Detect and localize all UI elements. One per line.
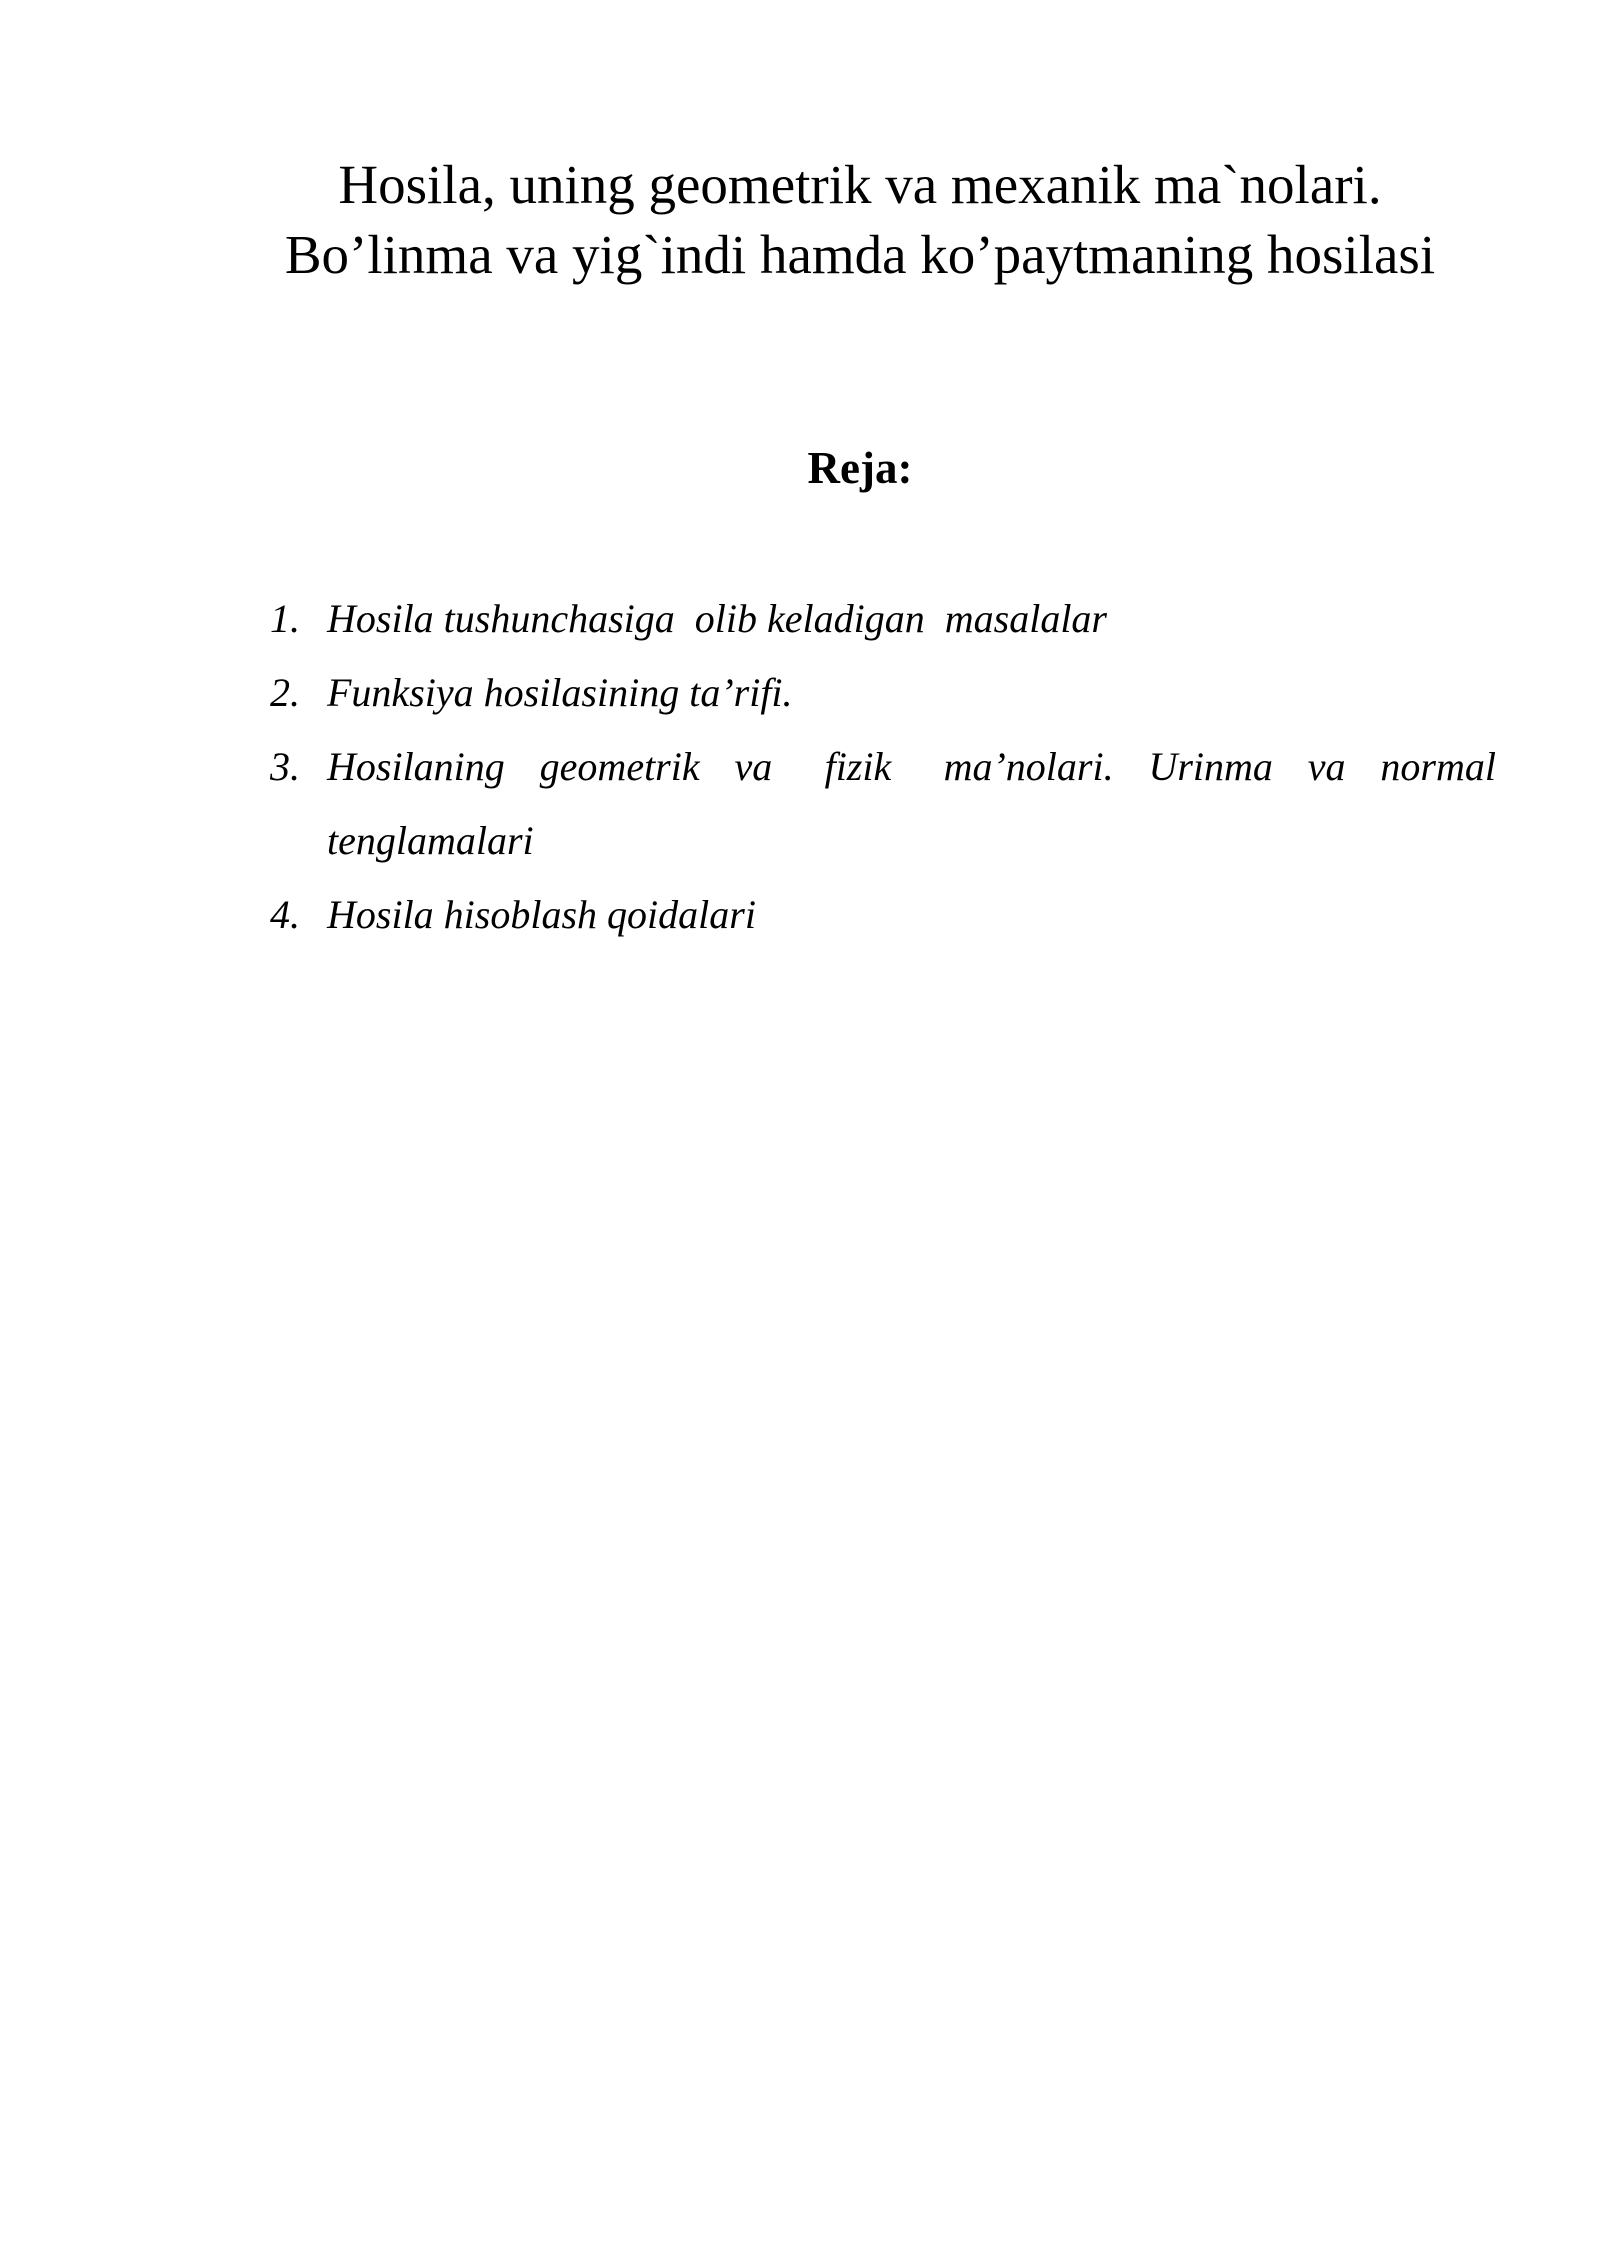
plan-item-text: Hosila hisoblash qoidalari: [327, 892, 756, 937]
plan-item-1: [270, 582, 1496, 656]
plan-heading: Reja:: [807, 443, 913, 493]
plan-item-text: Funksiya hosilasining ta’rifi.: [327, 670, 793, 715]
plan-list: [270, 582, 1506, 952]
plan-item-number: 3.: [270, 744, 300, 789]
plan-item-text: Hosila tushunchasiga olib keladigan masalalar: [327, 596, 1107, 641]
plan-item-number: 1.: [270, 596, 300, 641]
plan-item-number: 2.: [270, 670, 300, 715]
plan-item-text: Hosilaning geometrik va fizik ma’nolari. Urinma va normal tenglamalari: [327, 744, 1506, 863]
page-title: [180, 150, 1540, 290]
plan-item-4: [270, 878, 1496, 952]
plan-item-2: [270, 656, 1496, 730]
plan-item-3: [270, 730, 1506, 878]
page-title-line-2: Bo’linma va yig`indi hamda ko’paytmaning hosilasi: [284, 224, 1436, 285]
plan-item-number: 4.: [270, 892, 300, 937]
page-title-line-1: Hosila, uning geometrik va mexanik ma`nolari.: [338, 154, 1382, 215]
